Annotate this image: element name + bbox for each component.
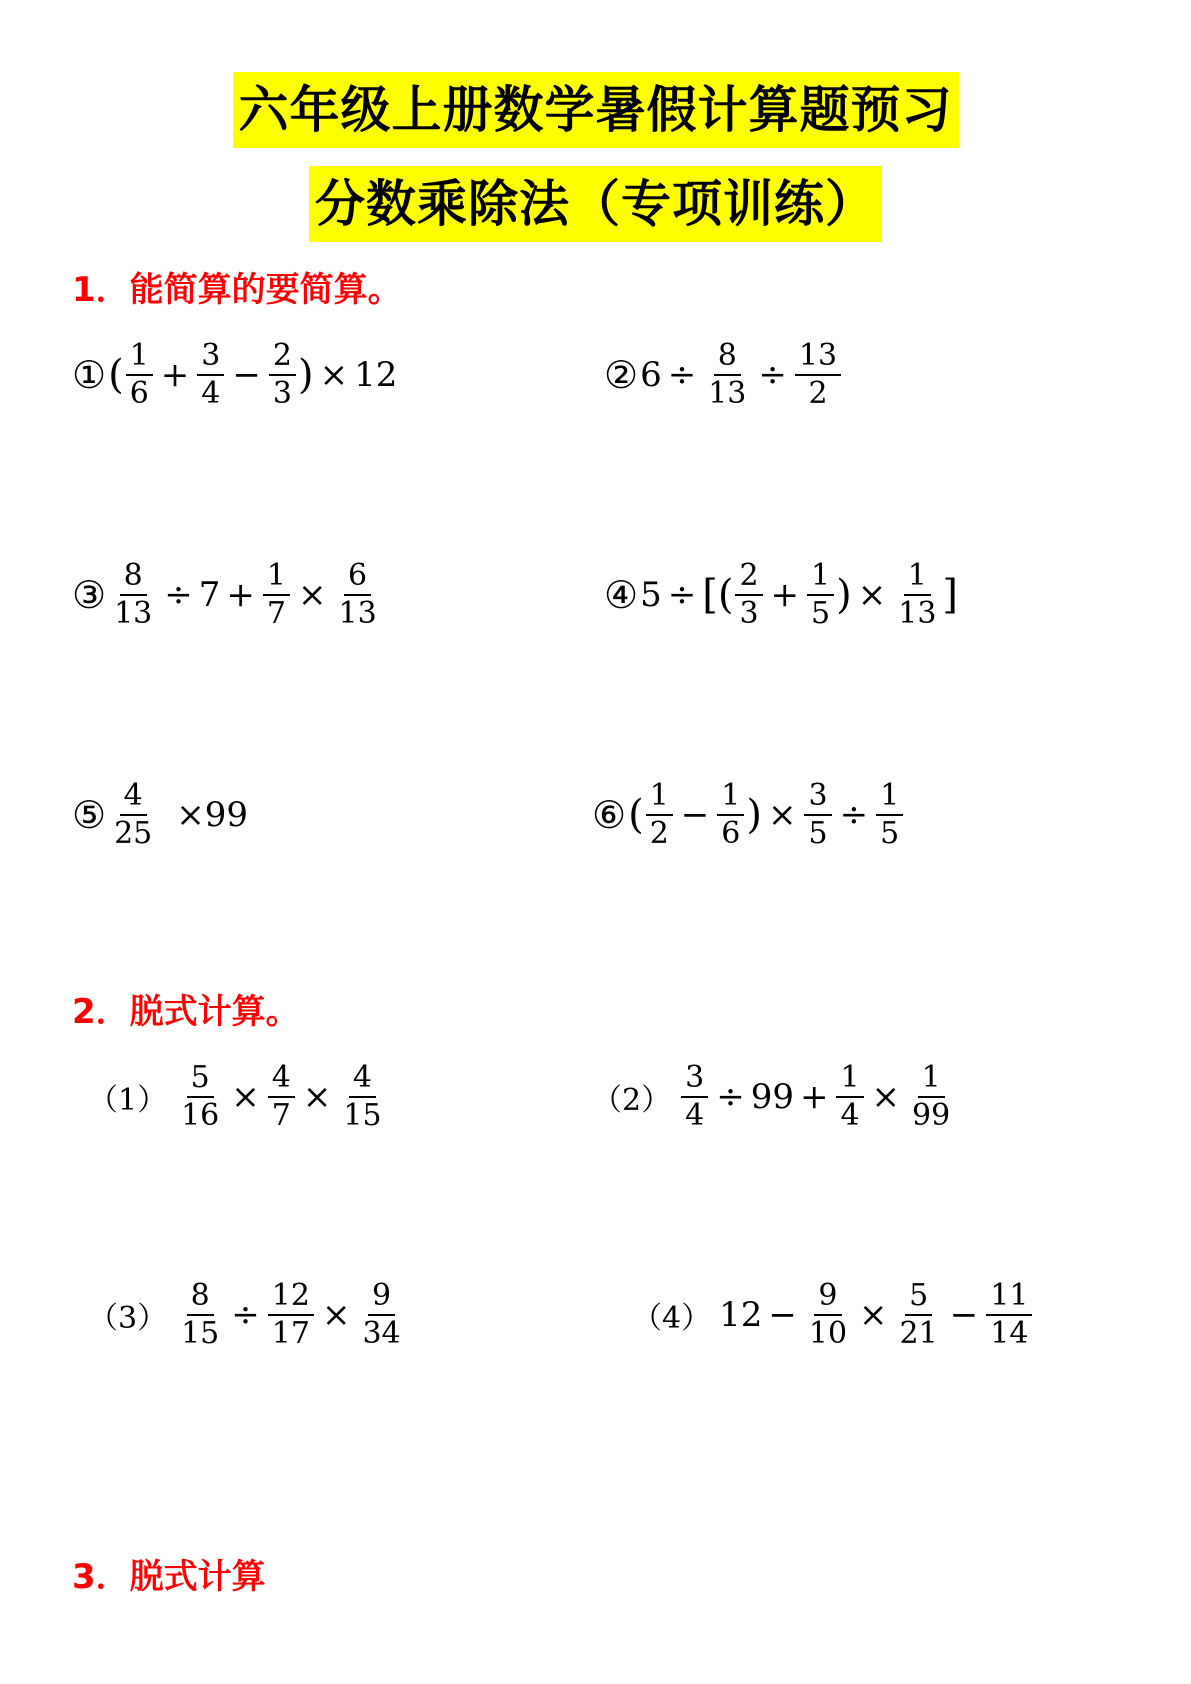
fraction <box>986 1278 1032 1352</box>
fraction <box>894 558 940 632</box>
numerator: 9 <box>814 1278 841 1316</box>
numerator: 9 <box>368 1278 395 1316</box>
problem-number: （4） <box>632 1301 712 1336</box>
numerator: 11 <box>986 1278 1032 1316</box>
problem-number: （1） <box>88 1083 168 1118</box>
fraction <box>836 1060 863 1134</box>
operator: × <box>857 575 887 615</box>
problem-number: （2） <box>592 1083 672 1118</box>
title-line-1: 六年级上册数学暑假计算题预习 <box>233 72 959 148</box>
denominator: 15 <box>343 1098 382 1133</box>
section-3-heading: 3．脱式计算 <box>72 1557 266 1597</box>
denominator: 13 <box>114 596 153 631</box>
denominator: 4 <box>685 1098 705 1133</box>
denominator: 2 <box>808 376 828 411</box>
s2-problem-4 <box>632 1270 1034 1360</box>
fraction <box>110 778 156 852</box>
numerator: 1 <box>836 1060 863 1098</box>
numerator: 1 <box>876 778 903 816</box>
numerator: 8 <box>120 558 147 596</box>
number: 5 <box>640 575 662 615</box>
denominator: 13 <box>338 596 377 631</box>
fraction <box>268 1278 314 1352</box>
operator: ÷ <box>667 575 697 615</box>
operator: × <box>871 1077 901 1117</box>
operator: − <box>680 795 710 835</box>
fraction <box>177 1278 223 1352</box>
operator: × <box>321 1295 351 1335</box>
problem-number: ① <box>72 353 107 397</box>
worksheet-title <box>0 72 1191 148</box>
s2-problem-3 <box>88 1270 407 1360</box>
operator: × <box>319 355 349 395</box>
numerator: 8 <box>187 1278 214 1316</box>
fraction <box>896 1278 942 1352</box>
numerator: 13 <box>795 338 841 376</box>
fraction <box>704 338 750 412</box>
fraction <box>681 1060 708 1134</box>
fraction <box>717 778 744 852</box>
fraction <box>335 558 381 632</box>
s1-problem-2 <box>604 330 843 420</box>
numerator: 6 <box>344 558 371 596</box>
operator: + <box>770 575 800 615</box>
numerator: 2 <box>735 558 762 596</box>
fraction <box>110 558 156 632</box>
s1-problem-4 <box>604 550 958 640</box>
operator: + <box>160 355 190 395</box>
paren: ) <box>836 572 852 618</box>
operator: ÷ <box>667 355 697 395</box>
fraction <box>177 1060 223 1134</box>
numerator: 1 <box>126 338 153 376</box>
operator: × <box>298 575 327 615</box>
denominator: 15 <box>181 1316 220 1351</box>
numerator: 1 <box>646 778 673 816</box>
operator: ÷ <box>716 1077 745 1117</box>
operator: ÷ <box>231 1295 260 1335</box>
denominator: 4 <box>840 1098 860 1133</box>
denominator: 5 <box>811 596 831 631</box>
denominator: 3 <box>272 376 292 411</box>
numerator: 1 <box>807 558 834 596</box>
operator: × <box>302 1077 332 1117</box>
denominator: 25 <box>114 816 153 851</box>
s2-problem-1 <box>88 1052 388 1142</box>
operator: × <box>231 1077 260 1117</box>
s1-problem-3 <box>72 550 383 640</box>
operator: + <box>226 575 255 615</box>
denominator: 7 <box>266 596 286 631</box>
operator: × <box>859 1295 888 1335</box>
numerator: 1 <box>263 558 290 596</box>
numerator: 8 <box>714 338 741 376</box>
denominator: 5 <box>808 816 828 851</box>
denominator: 99 <box>912 1098 951 1133</box>
denominator: 7 <box>271 1098 291 1133</box>
fraction <box>197 338 224 412</box>
fraction <box>908 1060 954 1134</box>
numerator: 4 <box>268 1060 295 1098</box>
fraction <box>876 778 903 852</box>
numerator: 3 <box>197 338 224 376</box>
problem-number: ④ <box>604 573 639 617</box>
operator: ÷ <box>164 575 193 615</box>
denominator: 2 <box>649 816 669 851</box>
s2-problem-2 <box>592 1052 956 1142</box>
problem-number: ② <box>604 353 639 397</box>
denominator: 13 <box>898 596 937 631</box>
denominator: 17 <box>271 1316 310 1351</box>
denominator: 5 <box>880 816 900 851</box>
number: 12 <box>719 1295 763 1335</box>
section-2-heading: 2．脱式计算。 <box>72 992 300 1032</box>
numerator: 2 <box>269 338 296 376</box>
denominator: 34 <box>362 1316 401 1351</box>
fraction <box>126 338 153 412</box>
numerator: 4 <box>349 1060 376 1098</box>
fraction <box>804 778 831 852</box>
problem-number: （3） <box>88 1301 168 1336</box>
operator: × <box>767 795 797 835</box>
denominator: 21 <box>899 1316 938 1351</box>
number: 12 <box>354 355 398 395</box>
operator: − <box>768 1295 797 1335</box>
denominator: 10 <box>808 1316 848 1351</box>
paren: ) <box>746 792 762 838</box>
numerator: 12 <box>268 1278 314 1316</box>
fraction <box>263 558 290 632</box>
problem-number: ③ <box>72 573 107 617</box>
operator: − <box>949 1295 979 1335</box>
operator: + <box>799 1077 829 1117</box>
denominator: 14 <box>990 1316 1029 1351</box>
numerator: 5 <box>187 1060 214 1098</box>
denominator: 6 <box>721 816 741 851</box>
bracket: [( <box>702 572 734 618</box>
numerator: 3 <box>804 778 831 816</box>
number: 7 <box>198 575 221 615</box>
numerator: 5 <box>905 1278 932 1316</box>
fraction <box>268 1060 295 1134</box>
numerator: 1 <box>717 778 744 816</box>
denominator: 4 <box>201 376 221 411</box>
s1-problem-6 <box>592 770 905 860</box>
denominator: 16 <box>181 1098 220 1133</box>
fraction <box>807 558 834 632</box>
operator: ×99 <box>176 795 249 835</box>
number: 6 <box>640 355 662 395</box>
operator: − <box>232 355 261 395</box>
numerator: 1 <box>904 558 931 596</box>
operator: ÷ <box>758 355 787 395</box>
s1-problem-5 <box>72 770 254 860</box>
paren: ( <box>108 352 124 398</box>
denominator: 3 <box>739 596 759 631</box>
fraction <box>805 1278 851 1352</box>
number: 99 <box>750 1077 794 1117</box>
denominator: 13 <box>708 376 747 411</box>
problem-number: ⑤ <box>72 793 107 837</box>
fraction <box>735 558 762 632</box>
denominator: 6 <box>129 376 149 411</box>
fraction <box>646 778 673 852</box>
worksheet-subtitle <box>0 166 1191 242</box>
title-line-2: 分数乘除法（专项训练） <box>309 166 882 242</box>
numerator: 1 <box>918 1060 945 1098</box>
fraction <box>358 1278 404 1352</box>
fraction <box>795 338 841 412</box>
problem-number: ⑥ <box>592 793 627 837</box>
paren: ) <box>297 352 314 398</box>
section-1-heading: 1．能简算的要简算。 <box>72 270 402 310</box>
paren: ( <box>628 792 644 838</box>
fraction <box>339 1060 385 1134</box>
operator: ÷ <box>839 795 869 835</box>
fraction <box>269 338 296 412</box>
numerator: 4 <box>120 778 147 816</box>
s1-problem-1 <box>72 330 397 420</box>
numerator: 3 <box>681 1060 708 1098</box>
bracket: ] <box>942 572 959 618</box>
